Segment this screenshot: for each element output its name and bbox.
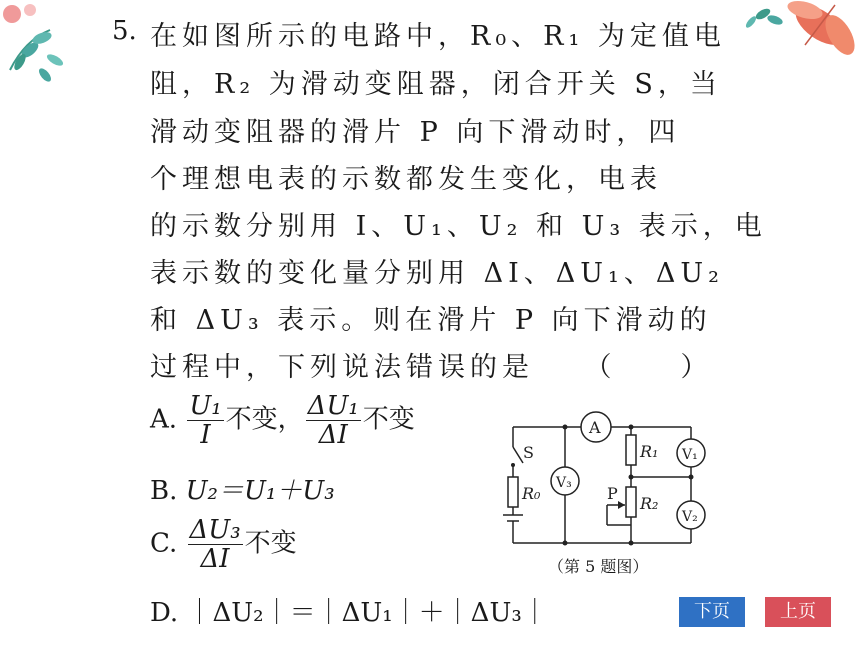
option-b-label: B.	[150, 476, 178, 506]
option-d-text: ｜ΔU₂｜＝｜ΔU₁｜＋｜ΔU₃｜	[186, 598, 548, 628]
question-line-2: 阻，R₂ 为滑动变阻器，闭合开关 S，当	[150, 69, 722, 100]
ammeter-label: A	[589, 418, 601, 437]
option-a-text-1: 不变，	[225, 404, 304, 435]
question-line-3: 滑动变阻器的滑片 P 向下滑动时，四	[150, 117, 681, 148]
slider-p-label: P	[607, 484, 618, 503]
option-a-fraction-1	[187, 392, 223, 449]
option-c-text: 不变	[244, 528, 297, 559]
fraction-denominator: ΔI	[318, 420, 348, 450]
v1-label: V₁	[682, 447, 698, 463]
option-c-label: C.	[150, 528, 178, 559]
fraction-numerator: ΔU₁	[307, 391, 359, 421]
fraction-denominator: I	[200, 420, 211, 450]
option-d	[150, 592, 548, 629]
leaf-decoration-right	[735, 0, 860, 70]
question-line-7: 和 ΔU₃ 表示。则在滑片 P 向下滑动的	[150, 305, 712, 336]
v3-label: V₃	[556, 475, 572, 491]
question-line-4: 个理想电表的示数都发生变化，电表	[150, 164, 662, 195]
option-a-label: A.	[150, 404, 178, 435]
option-b	[150, 470, 335, 507]
question-number: 5.	[112, 16, 137, 46]
option-a-fraction-2	[306, 392, 361, 449]
previous-page-button[interactable]: 上页	[765, 597, 831, 627]
option-c	[150, 516, 297, 573]
option-b-text: U₂＝U₁＋U₃	[185, 476, 335, 506]
fraction-numerator: ΔU₃	[189, 515, 241, 545]
v2-label: V₂	[682, 509, 698, 525]
leaf-decoration-left	[0, 0, 90, 90]
option-c-fraction	[188, 516, 243, 573]
r1-label: R₁	[640, 442, 659, 461]
question-line-5: 的示数分别用 I、U₁、U₂ 和 U₃ 表示，电	[150, 211, 767, 242]
question-line-6: 表示数的变化量分别用 ΔI、ΔU₁、ΔU₂	[150, 258, 724, 289]
figure-caption: （第 5 题图）	[548, 557, 649, 576]
next-page-button[interactable]: 下页	[679, 597, 745, 627]
circuit-diagram	[495, 405, 715, 555]
option-a	[150, 392, 415, 449]
option-a-text-2: 不变	[362, 404, 415, 435]
fraction-denominator: ΔI	[200, 544, 230, 574]
switch-label: S	[523, 443, 534, 462]
option-d-label: D.	[150, 598, 179, 628]
question-line-1: 在如图所示的电路中，R₀、R₁ 为定值电	[150, 21, 726, 52]
r0-label: R₀	[522, 484, 541, 503]
question-line-8: 过程中，下列说法错误的是 （ ）	[150, 352, 713, 383]
fraction-numerator: U₁	[189, 391, 222, 421]
r2-label: R₂	[640, 494, 659, 513]
